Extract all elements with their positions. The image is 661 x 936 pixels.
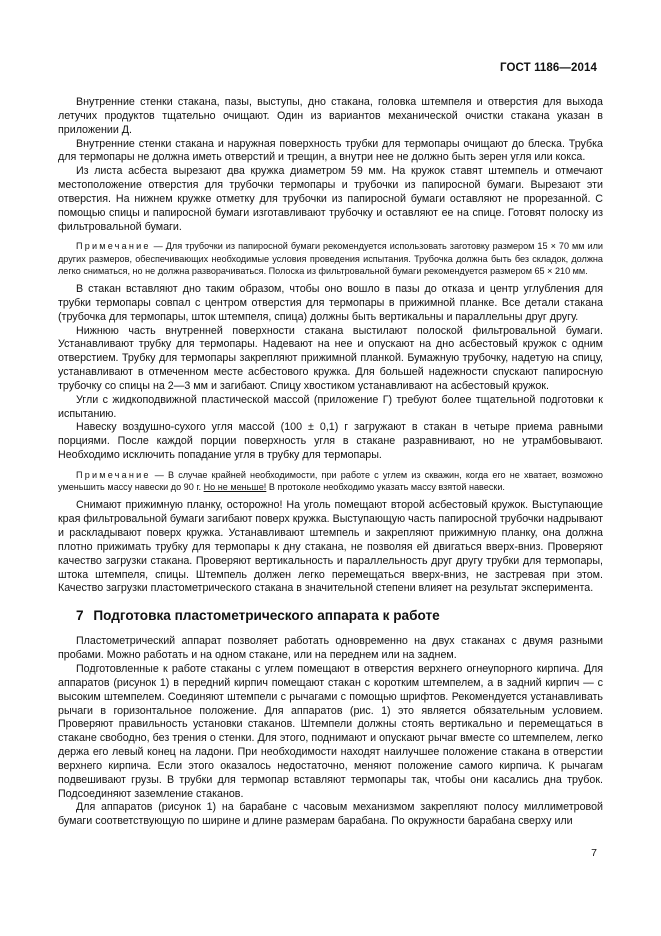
paragraph: Для аппаратов (рисунок 1) на барабане с часовым механизмом закрепляют полосу миллиметровой бумаги соответствующую по ширине и длине размерам барабана. По окружности барабана сверху или [58, 801, 603, 828]
paragraph: В стакан вставляют дно таким образом, чтобы оно вошло в пазы до отказа и центр углубления для трубки термопары совпал с центром отверстия для термопары в прижимной планке. Все детали стакана (трубочка для термопары, шток штемпеля, спица) должны быть вертикальны и параллельны друг другу. [58, 283, 603, 323]
note-text-after: В протоколе необходимо указать массу взятой навески. [268, 482, 505, 493]
note-text: — Для трубочки из папиросной бумаги рекомендуется использовать заготовку размером 15 × 70 мм или других размеров, обеспечивающих необходимые условия проведения испытания. Трубочка должна быть без складок, должна легко сниматься, но не должна разворачиваться. Полоска из фильтровальной бумаги рекомендуется размером 65 × 210 мм. [58, 241, 603, 276]
note-label: Примечание [76, 241, 151, 252]
paragraph: Из листа асбеста вырезают два кружка диаметром 59 мм. На кружок ставят штемпель и отмечают местоположение отверстия для трубочки термопары и трубочки из папиросной бумаги. Вырезают эти отверстия. На нижнем кружке отметку для трубочки из папиросной бумаги оставляют не прорезанной. С помощью спицы и папиросной бумаги изготавливают трубочку и оставляют ее на спице. Готовят полоску из фильтровальной бумаги. [58, 165, 603, 233]
paragraph: Внутренние стенки стакана и наружная поверхность трубки для термопары очищают до блеска. Трубка для термопары не должна иметь отверстий и трещин, а внутри нее не должно быть зерен угля или кокса. [58, 137, 603, 164]
page-content [58, 96, 603, 829]
section-heading [58, 608, 603, 623]
note-label: Примечание [76, 470, 151, 481]
page-number: 7 [591, 847, 597, 859]
section-title: Подготовка пластометрического аппарата к работе [93, 608, 440, 624]
paragraph: Нижнюю часть внутренней поверхности стакана выстилают полоской фильтровальной бумаги. Устанавливают трубку для термопары. Надевают на нее и опускают на дно асбестовый кружок с одним отверстием. Трубку для термопары закрепляют прижимной планкой. Бумажную трубочку, надетую на спицу, устанавливают в отмеченном месте асбестового кружка. Для большей надежности спускают папиросную трубочку со спицы на 2—3 мм и загибают. Спицу хвостиком устанавливают на асбестовый кружок. [58, 324, 603, 392]
paragraph: Подготовленные к работе стаканы с углем помещают в отверстия верхнего огнеупорного кирпича. Для аппаратов (рисунок 1) в передний кирпич помещают стакан с коротким штемпелем, а в задний кирпич — с высоким штемпелем. Соединяют штемпели с рычагами с помощью шрифтов. Рекомендуется устанавливать рычаги в горизонтальное положение. Для аппаратов (рис. 1) это является обязательным условием. Проверяют правильность установки стаканов. Штемпели должны стоять вертикально и перемещаться в стакане свободно, без трения о стенки. Для этого, поднимают и опускают рычаг вместе со штемпелем, легко держа его левый конец на ладони. При необходимости находят наилучшее положение стакана в отверстии верхнего кирпича. Если этого оказалось недостаточно, меняют положение самого кирпича. К рычагам подвешивают грузы. В трубки для термопар вставляют термопары так, чтобы они касались дна трубок. Подсоединяют заземление стаканов. [58, 663, 603, 800]
note-emphasis: Но не меньше! [203, 482, 267, 493]
paragraph: Угли с жидкоподвижной пластической массой (приложение Г) требуют более тщательной подготовки к испытанию. [58, 393, 603, 420]
paragraph: Пластометрический аппарат позволяет работать одновременно на двух стаканах с двумя разными пробами. Можно работать и на одном стакане, или на переднем или на заднем. [58, 635, 603, 662]
section-number: 7 [76, 608, 84, 624]
note [58, 469, 603, 493]
document-header: ГОСТ 1186—2014 [500, 62, 597, 74]
note-text: — В случае крайней необходимости, при работе с углем из скважин, когда его не хватает, возможно уменьшить массу навески до 90 г. [58, 470, 603, 493]
note [58, 240, 603, 277]
paragraph: Снимают прижимную планку, осторожно! На уголь помещают второй асбестовый кружок. Выступающие края фильтровальной бумаги загибают поверх кружка. Выступающую часть папиросной трубочки надрывают и раскладывают поверх кружка. Устанавливают штемпель и закрепляют прижимную планку, она должна плотно прижимать трубку для термопары к дну стакана, не позволяя ей двигаться вверх-вниз. Проверяют качество загрузки стакана. Проверяют вертикальность и параллельность друг другу трубки для термопары, штока штемпеля, спицы. Штемпель должен легко перемещаться вверх-вниз, не застревая при этом. Качество загрузки пластометрического стакана в значительной степени влияет на результат эксперимента. [58, 499, 603, 595]
paragraph: Навеску воздушно-сухого угля массой (100 ± 0,1) г загружают в стакан в четыре приема равными порциями. После каждой порции поверхность угля в стакане разравнивают, но не утрамбовывают. Необходимо исключить попадание угля в трубку для термопары. [58, 421, 603, 462]
paragraph: Внутренние стенки стакана, пазы, выступы, дно стакана, головка штемпеля и отверстия для выхода летучих продуктов тщательно очищают. Один из вариантов механической очистки стакана указан в приложении Д. [58, 96, 603, 136]
